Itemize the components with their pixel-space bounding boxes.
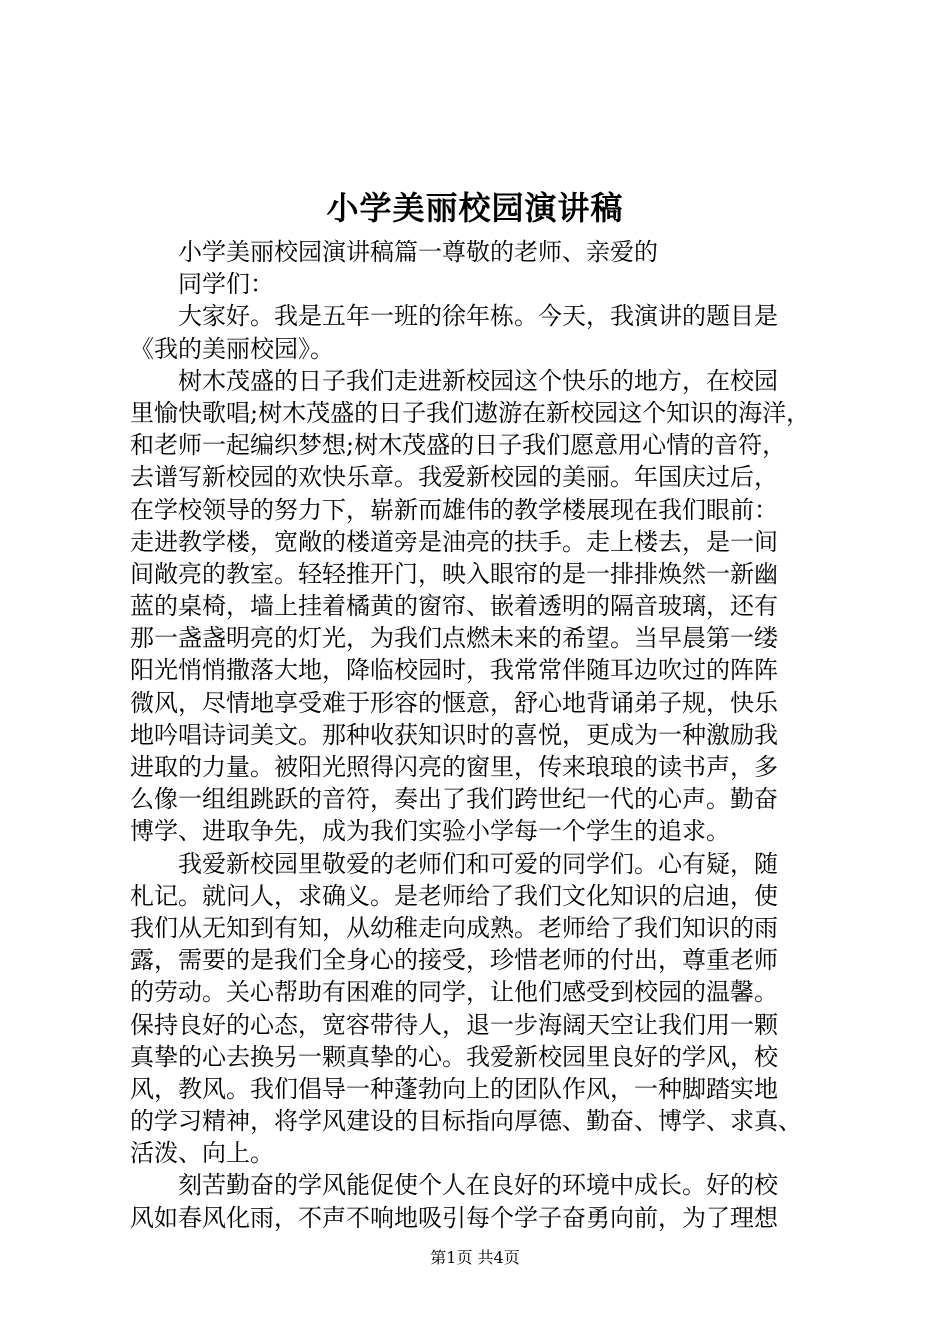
text-line: 小学美丽校园演讲稿篇一尊敬的老师、亲爱的 bbox=[178, 238, 658, 266]
text-line: 博学、进取争先，成为我们实验小学每一个学生的追求。 bbox=[130, 817, 730, 846]
text-line: 微风，尽情地享受难于形容的惬意，舒心地背诵弟子规，快乐 bbox=[130, 688, 778, 717]
text-line: 札记。就问人，求确义。是老师给了我们文化知识的启迪，使 bbox=[130, 881, 778, 910]
text-line: 风如春风化雨，不声不响地吸引每个学子奋勇向前，为了理想 bbox=[130, 1203, 778, 1232]
text-line: 露，需要的是我们全身心的接受，珍惜老师的付出，尊重老师 bbox=[130, 946, 778, 975]
text-line: 我们从无知到有知，从幼稚走向成熟。老师给了我们知识的雨 bbox=[130, 913, 778, 942]
text-line: 间敞亮的教室。轻轻推开门，映入眼帘的是一排排焕然一新幽 bbox=[130, 559, 778, 588]
text-line: 我爱新校园里敬爱的老师们和可爱的同学们。心有疑，随 bbox=[178, 849, 778, 878]
text-line: 的学习精神，将学风建设的目标指向厚德、勤奋、博学、求真、 bbox=[130, 1107, 802, 1136]
text-line: 进取的力量。被阳光照得闪亮的窗里，传来琅琅的读书声，多 bbox=[130, 753, 778, 781]
text-line: 《我的美丽校园》。 bbox=[130, 334, 334, 363]
document-title: 小学美丽校园演讲稿 bbox=[326, 189, 624, 227]
text-line: 活泼、向上。 bbox=[130, 1139, 274, 1168]
text-line: 蓝的桌椅，墙上挂着橘黄的窗帘、嵌着透明的隔音玻璃，还有 bbox=[130, 592, 778, 621]
text-line: 去谱写新校园的欢快乐章。我爱新校园的美丽。年国庆过后， bbox=[130, 463, 778, 492]
text-line: 地吟唱诗词美文。那种收获知识时的喜悦，更成为一种激励我 bbox=[130, 720, 778, 749]
text-line: 保持良好的心态，宽容带待人，退一步海阔天空让我们用一颗 bbox=[130, 1010, 778, 1039]
text-line: 树木茂盛的日子我们走进新校园这个快乐的地方，在校园 bbox=[178, 366, 778, 395]
text-line: 的劳动。关心帮助有困难的同学，让他们感受到校园的温馨。 bbox=[130, 978, 778, 1007]
text-line: 风，教风。我们倡导一种蓬勃向上的团队作风，一种脚踏实地 bbox=[130, 1074, 778, 1103]
text-line: 阳光悄悄撒落大地，降临校园时，我常常伴随耳边吹过的阵阵 bbox=[130, 656, 778, 685]
text-line: 么像一组组跳跃的音符，奏出了我们跨世纪一代的心声。勤奋 bbox=[130, 785, 778, 814]
text-line: 在学校领导的努力下，崭新而雄伟的教学楼展现在我们眼前： bbox=[130, 495, 778, 524]
page-number-footer: 第1页 共4页 bbox=[430, 1248, 520, 1267]
text-line: 大家好。我是五年一班的徐年栋。今天，我演讲的题目是 bbox=[178, 302, 778, 331]
text-line: 走进教学楼，宽敞的楼道旁是油亮的扶手。走上楼去，是一间 bbox=[130, 527, 778, 556]
text-line: 刻苦勤奋的学风能促使个人在良好的环境中成长。好的校 bbox=[178, 1171, 778, 1200]
text-line: 同学们： bbox=[178, 270, 274, 299]
text-line: 和老师一起编织梦想;树木茂盛的日子我们愿意用心情的音符， bbox=[130, 431, 787, 460]
text-line: 真挚的心去换另一颗真挚的心。我爱新校园里良好的学风，校 bbox=[130, 1042, 778, 1071]
text-line: 里愉快歌唱;树木茂盛的日子我们遨游在新校园这个知识的海洋， bbox=[130, 398, 811, 427]
document-body bbox=[130, 236, 850, 1234]
text-line: 那一盏盏明亮的灯光，为我们点燃未来的希望。当早晨第一缕 bbox=[130, 624, 778, 653]
